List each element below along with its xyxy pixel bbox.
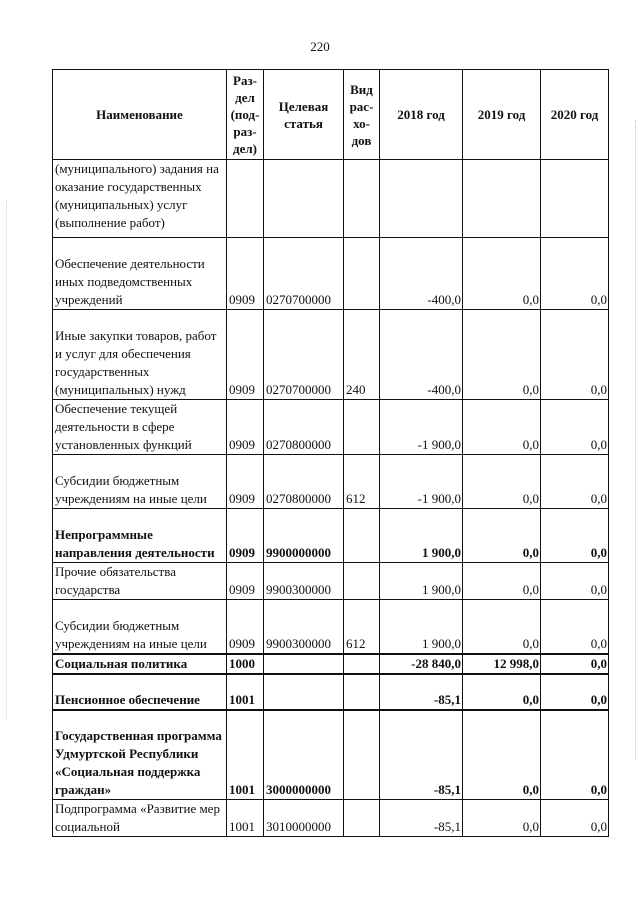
cell-name: Обеспечение текущей деятельности в сфере установленных функций xyxy=(53,400,227,455)
cell-expense: 612 xyxy=(344,455,380,509)
cell-y2018: 1 900,0 xyxy=(380,563,463,600)
table-row xyxy=(53,710,609,800)
cell-y2019: 0,0 xyxy=(463,563,541,600)
cell-y2018: -85,1 xyxy=(380,710,463,800)
header-expense: Вид рас- хо- дов xyxy=(344,70,380,160)
header-2020: 2020 год xyxy=(541,70,609,160)
cell-y2020: 0,0 xyxy=(541,800,609,837)
cell-name: Обеспечение деятельности иных подведомственных учреждений xyxy=(53,238,227,310)
cell-y2019: 0,0 xyxy=(463,509,541,563)
cell-y2018 xyxy=(380,160,463,238)
table-row xyxy=(53,509,609,563)
cell-target: 0270700000 xyxy=(264,310,344,400)
header-name: Наименование xyxy=(53,70,227,160)
cell-y2020: 0,0 xyxy=(541,674,609,710)
table-row xyxy=(53,455,609,509)
table-row xyxy=(53,310,609,400)
cell-section: 0909 xyxy=(227,310,264,400)
cell-y2018: -400,0 xyxy=(380,310,463,400)
cell-target: 0270700000 xyxy=(264,238,344,310)
cell-y2019: 0,0 xyxy=(463,400,541,455)
cell-name: Социальная политика xyxy=(53,654,227,674)
cell-y2019: 0,0 xyxy=(463,455,541,509)
cell-y2020: 0,0 xyxy=(541,654,609,674)
cell-expense xyxy=(344,710,380,800)
table-row xyxy=(53,400,609,455)
cell-y2018: -1 900,0 xyxy=(380,400,463,455)
cell-target xyxy=(264,674,344,710)
cell-target: 9900000000 xyxy=(264,509,344,563)
cell-name: Непрограммные направления деятельности xyxy=(53,509,227,563)
page-number: 220 xyxy=(310,39,330,54)
cell-target xyxy=(264,160,344,238)
cell-y2018: -1 900,0 xyxy=(380,455,463,509)
cell-y2019: 0,0 xyxy=(463,800,541,837)
cell-name: Иные закупки товаров, работ и услуг для обеспечения государственных (муниципальных) нужд xyxy=(53,310,227,400)
cell-target: 0270800000 xyxy=(264,400,344,455)
cell-section: 1001 xyxy=(227,674,264,710)
cell-name: Подпрограмма «Развитие мер социальной xyxy=(53,800,227,837)
header-target: Целевая статья xyxy=(264,70,344,160)
table-row xyxy=(53,674,609,710)
cell-y2020: 0,0 xyxy=(541,238,609,310)
cell-y2020 xyxy=(541,160,609,238)
cell-expense xyxy=(344,654,380,674)
cell-y2018: -85,1 xyxy=(380,674,463,710)
table-row xyxy=(53,600,609,654)
cell-y2018: -28 840,0 xyxy=(380,654,463,674)
table-row xyxy=(53,238,609,310)
cell-section: 0909 xyxy=(227,563,264,600)
cell-y2019 xyxy=(463,160,541,238)
cell-y2020: 0,0 xyxy=(541,600,609,654)
table-row xyxy=(53,800,609,837)
cell-expense xyxy=(344,400,380,455)
cell-expense xyxy=(344,238,380,310)
cell-target: 0270800000 xyxy=(264,455,344,509)
budget-table xyxy=(52,69,609,837)
cell-expense: 240 xyxy=(344,310,380,400)
cell-target: 9900300000 xyxy=(264,563,344,600)
cell-y2020: 0,0 xyxy=(541,400,609,455)
cell-target: 3000000000 xyxy=(264,710,344,800)
cell-y2020: 0,0 xyxy=(541,710,609,800)
cell-section: 0909 xyxy=(227,600,264,654)
cell-target xyxy=(264,654,344,674)
cell-y2019: 0,0 xyxy=(463,310,541,400)
cell-name: Прочие обязательства государства xyxy=(53,563,227,600)
cell-expense xyxy=(344,509,380,563)
cell-section: 1001 xyxy=(227,800,264,837)
cell-y2020: 0,0 xyxy=(541,310,609,400)
header-2019: 2019 год xyxy=(463,70,541,160)
cell-target: 9900300000 xyxy=(264,600,344,654)
table-body xyxy=(53,160,609,837)
cell-expense xyxy=(344,674,380,710)
header-section: Раз- дел (под- раз- дел) xyxy=(227,70,264,160)
cell-y2020: 0,0 xyxy=(541,563,609,600)
cell-section: 0909 xyxy=(227,509,264,563)
cell-name: (муниципального) задания на оказание государственных (муниципальных) услуг (выполнение работ) xyxy=(53,160,227,238)
cell-expense xyxy=(344,160,380,238)
cell-section: 0909 xyxy=(227,455,264,509)
cell-y2019: 0,0 xyxy=(463,674,541,710)
cell-y2019: 0,0 xyxy=(463,710,541,800)
table-row xyxy=(53,654,609,674)
cell-y2018: 1 900,0 xyxy=(380,509,463,563)
table-row xyxy=(53,563,609,600)
cell-name: Государственная программа Удмуртской Республики «Социальная поддержка граждан» xyxy=(53,710,227,800)
cell-expense xyxy=(344,800,380,837)
cell-y2019: 0,0 xyxy=(463,600,541,654)
cell-y2019: 0,0 xyxy=(463,238,541,310)
cell-section: 1000 xyxy=(227,654,264,674)
cell-section: 0909 xyxy=(227,400,264,455)
table-row xyxy=(53,160,609,238)
cell-y2018: 1 900,0 xyxy=(380,600,463,654)
cell-name: Субсидии бюджетным учреждениям на иные цели xyxy=(53,455,227,509)
cell-y2018: -85,1 xyxy=(380,800,463,837)
cell-section: 0909 xyxy=(227,238,264,310)
cell-name: Субсидии бюджетным учреждениям на иные цели xyxy=(53,600,227,654)
cell-expense: 612 xyxy=(344,600,380,654)
cell-y2018: -400,0 xyxy=(380,238,463,310)
cell-section xyxy=(227,160,264,238)
scan-edge-mark xyxy=(634,120,636,760)
cell-section: 1001 xyxy=(227,710,264,800)
cell-expense xyxy=(344,563,380,600)
scan-edge-mark-left xyxy=(6,200,8,720)
cell-target: 3010000000 xyxy=(264,800,344,837)
cell-y2020: 0,0 xyxy=(541,455,609,509)
cell-y2019: 12 998,0 xyxy=(463,654,541,674)
cell-y2020: 0,0 xyxy=(541,509,609,563)
header-row xyxy=(53,70,609,160)
cell-name: Пенсионное обеспечение xyxy=(53,674,227,710)
header-2018: 2018 год xyxy=(380,70,463,160)
